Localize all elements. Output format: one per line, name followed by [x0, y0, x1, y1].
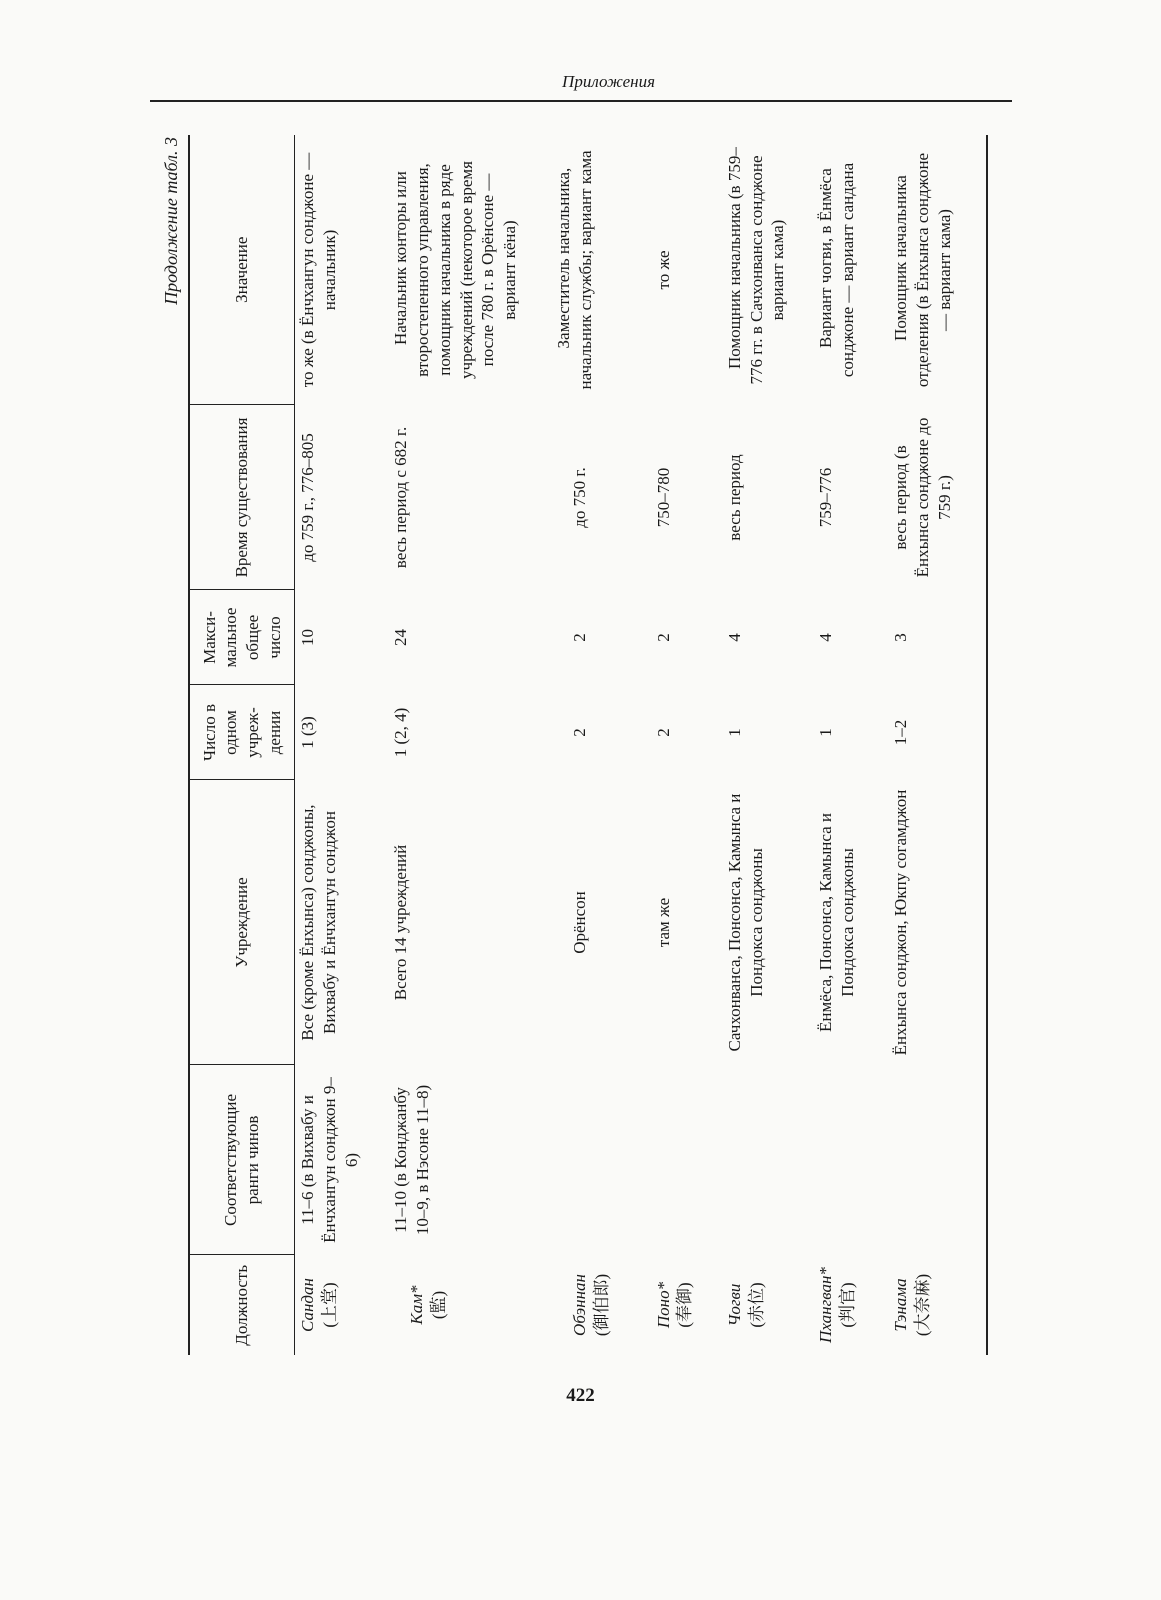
- per-institution-cell: 1–2: [888, 685, 987, 780]
- ranks-cell: 11–6 (в Вихвабу и Ёнчхангун сонджон 9–6): [298, 1077, 361, 1243]
- per-institution-cell: 1: [816, 728, 836, 737]
- table-row: [651, 135, 722, 1355]
- position-name: Пхангван*: [816, 1267, 836, 1343]
- position-cell: [551, 1255, 651, 1355]
- position-cell: [388, 1255, 551, 1355]
- position-name: Сандан: [298, 1278, 317, 1332]
- meaning-cell: Заместитель начальника, начальник службы; вариант кама: [554, 150, 595, 390]
- position-hanja: (監): [429, 1290, 449, 1320]
- max-total-cell: 3: [888, 590, 987, 685]
- meaning-cell: то же: [653, 250, 673, 290]
- position-cell: [651, 1255, 722, 1355]
- max-total-cell: 2: [653, 633, 673, 642]
- max-total-cell: 24: [391, 629, 411, 646]
- meaning-cell: Помощник начальника отделения (в Ёнхынса сонджоне — вариант кама): [888, 135, 987, 405]
- meaning-cell: то же (в Ёнчхангун сонджоне — начальник): [298, 152, 339, 388]
- ranks-cell: [551, 1065, 651, 1255]
- table-row: [388, 135, 551, 1355]
- position-hanja: (上堂): [319, 1282, 339, 1328]
- page-number: 422: [566, 1385, 595, 1406]
- position-hanja: (大奈麻): [913, 1273, 933, 1337]
- institution-cell: Всего 14 учреждений: [391, 844, 411, 1001]
- column-header: Учреждение: [189, 780, 295, 1065]
- institution-cell: Ёнхынса сонджон, Юкпу согамджон: [888, 780, 987, 1065]
- meaning-cell: Вариант чогви, в Ёнмёса сонджоне — вариант сандана: [816, 162, 857, 378]
- column-header: Макси- мальное общее число: [189, 590, 295, 685]
- column-header: Время существования: [189, 405, 295, 590]
- column-header: Должность: [189, 1255, 295, 1355]
- per-institution-cell: 1 (2, 4): [391, 707, 411, 758]
- table-row: [813, 135, 888, 1355]
- table-row: [722, 135, 813, 1355]
- ranks-cell: [813, 1065, 888, 1255]
- per-institution-cell: 2: [570, 728, 590, 737]
- table-header-row: [189, 135, 295, 1355]
- period-cell: 750–780: [653, 467, 673, 528]
- meaning-cell: Помощник начальника (в 759–776 гг. в Сачхонванса сонджоне вариант кама): [724, 147, 788, 385]
- period-cell: весь период с 682 г.: [391, 426, 411, 569]
- meaning-cell: Начальник конторы или второстепенного управления, помощник начальника в ряде учреждений (некоторое время после 780 г. в Орёнсоне — вариант кёна): [391, 161, 520, 379]
- position-name: Чогви: [724, 1283, 744, 1327]
- position-cell: [722, 1255, 813, 1355]
- running-head: Приложения: [562, 72, 655, 91]
- institution-cell: там же: [653, 897, 673, 948]
- position-hanja: (御伯郎): [591, 1273, 611, 1337]
- period-cell: 759–776: [816, 467, 836, 528]
- position-cell: [295, 1255, 389, 1355]
- per-institution-cell: 1: [724, 728, 744, 737]
- ranks-cell: [651, 1065, 722, 1255]
- max-total-cell: 10: [298, 629, 317, 646]
- position-cell: [888, 1255, 987, 1355]
- position-hanja: (赤位): [746, 1282, 766, 1328]
- ranks-cell: [888, 1065, 987, 1255]
- period-cell: весь период: [724, 454, 744, 541]
- table-row: [295, 135, 389, 1355]
- per-institution-cell: 1 (3): [298, 716, 317, 749]
- rotated-table-block: [160, 135, 990, 1355]
- period-cell: весь период (в Ёнхынса сонджоне до 759 г.): [888, 405, 987, 590]
- column-header: Значение: [189, 135, 295, 405]
- institution-cell: Сачхонванса, Понсонса, Камынса и Пондокса сонджоны: [724, 793, 766, 1052]
- max-total-cell: 2: [570, 633, 590, 642]
- ranks-cell: [722, 1065, 813, 1255]
- position-hanja: (判官): [837, 1282, 857, 1328]
- institution-cell: Орёнсон: [570, 891, 590, 954]
- ranks-table: [188, 135, 988, 1355]
- position-name: Тэнама: [891, 1278, 911, 1332]
- per-institution-cell: 2: [653, 728, 673, 737]
- ranks-cell: 11–10 (в Конджанбу 10–9, в Нэсоне 11–8): [391, 1084, 433, 1236]
- position-hanja: (奉御): [675, 1282, 695, 1328]
- position-name: Кам*: [407, 1285, 427, 1325]
- max-total-cell: 4: [724, 633, 744, 642]
- table-caption: Продолжение табл. 3: [161, 137, 181, 305]
- table-row: [551, 135, 651, 1355]
- header-rule: [150, 100, 1012, 102]
- position-name: Обэннан: [570, 1274, 590, 1336]
- table-row: [888, 135, 987, 1355]
- column-header: Число в одном учреж- дении: [189, 685, 295, 780]
- institution-cell: Ёнмёса, Понсонса, Камынса и Пондокса сонджоны: [816, 813, 857, 1032]
- period-cell: до 759 г., 776–805: [298, 433, 317, 562]
- max-total-cell: 4: [816, 633, 836, 642]
- position-name: Поно*: [653, 1281, 673, 1329]
- column-header: Соответствующие ранги чинов: [189, 1065, 295, 1255]
- position-cell: [813, 1255, 888, 1355]
- institution-cell: Все (кроме Ёнхынса) сонджоны, Вихвабу и Ёнчхангун сонджон: [298, 804, 339, 1041]
- period-cell: до 750 г.: [570, 467, 590, 528]
